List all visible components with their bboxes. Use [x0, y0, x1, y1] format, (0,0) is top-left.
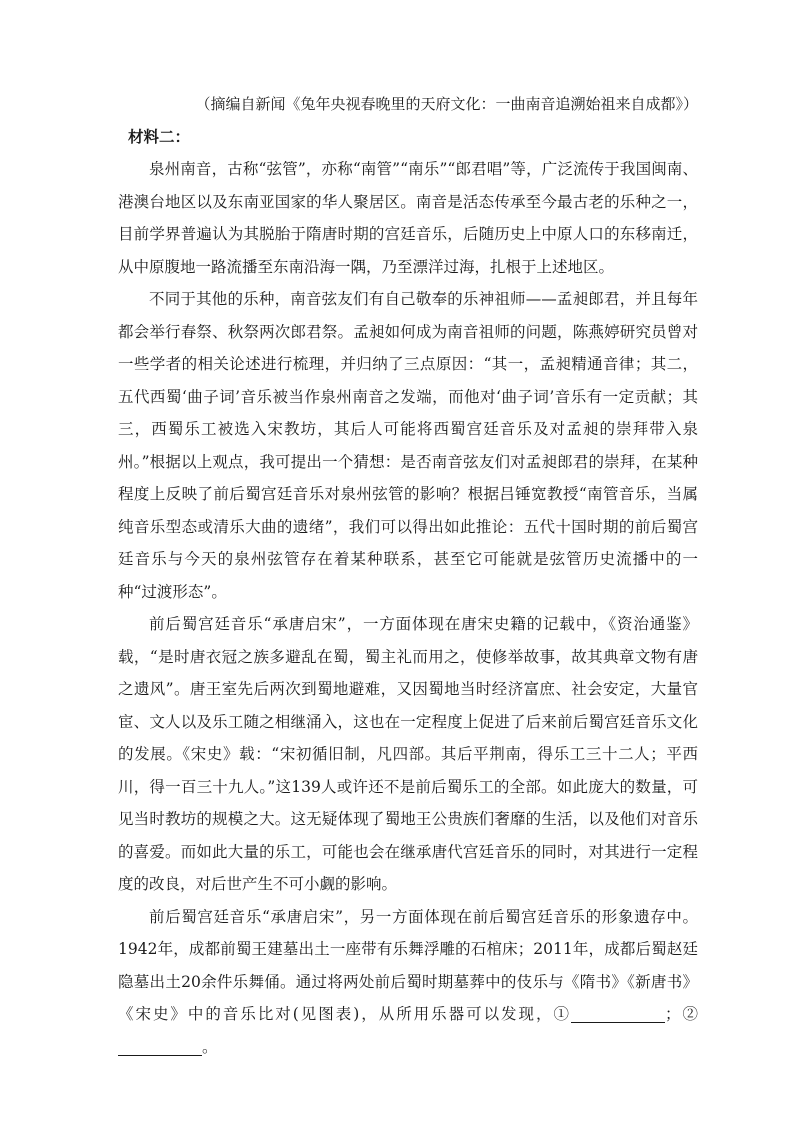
answer-blank-2-continued[interactable]: [184, 1037, 202, 1056]
section-heading: 材料二：: [128, 127, 191, 146]
paragraph-3: 前后蜀宫廷音乐“承唐启宋”，一方面体现在唐宋史籍的记载中，《资治通鉴》载，“是时唐衣冠之族多避乱在蜀，蜀主礼而用之，使修举故事，故其典章文物有唐之遗风”。唐王室先后两次到蜀地避难，又因蜀地当时经济富庶、社会安定，大量官宦、文人以及乐工随之相继涌入，这也在一定程度上促进了后来前后蜀宫廷音乐文化的发展。《宋史》载：“宋初循旧制，凡四部。其后平荆南，得乐工三十二人；平西川，得一百三十九人。”这139人或许还不是前后蜀乐工的全部。如此庞大的数量，可见当时教坊的规模之大。这无疑体现了蜀地王公贵族们奢靡的生活，以及他们对音乐的喜爱。而如此大量的乐工，可能也会在继承唐代宫廷音乐的同时，对其进行一定程度的改良，对后世产生不可小觑的影响。: [118, 615, 698, 893]
answer-blank-2[interactable]: [118, 1037, 184, 1056]
answer-blank-1[interactable]: [571, 1004, 665, 1023]
blank-marker-1: ①: [553, 1005, 571, 1023]
paragraph-4-ending: 。: [202, 1037, 218, 1056]
paragraph-4-text: 前后蜀宫廷音乐“承唐启宋”，另一方面体现在前后蜀宫廷音乐的形象遗存中。1942年，成都前蜀王建墓出土一座带有乐舞浮雕的石棺床；2011年，成都后蜀赵廷隐墓出土20余件乐舞俑。通过将两处前后蜀时期墓葬中的伎乐与《隋书》《新唐书》《宋史》中的音乐比对(见图表)，从所用乐器可以发现，: [118, 907, 698, 1023]
blank-separator: ；: [664, 1005, 681, 1023]
blank-marker-2: ②: [680, 1005, 698, 1023]
document-body: [118, 88, 698, 1063]
paragraph-4: [118, 901, 698, 1064]
paragraph-2: 不同于其他的乐种，南音弦友们有自己敬奉的乐神祖师——孟昶郎君，并且每年都会举行春祭、秋祭两次郎君祭。孟昶如何成为南音祖师的问题，陈燕婷研究员曾对一些学者的相关论述进行梳理，并归纳了三点原因：“其一，孟昶精通音律；其二，五代西蜀‘曲子词’音乐被当作泉州南音之发端，而他对‘曲子词’音乐有一定贡献；其三，西蜀乐工被选入宋教坊，其后人可能将西蜀宫廷音乐及对孟昶的崇拜带入泉州。”根据以上观点，我可提出一个猜想：是否南音弦友们对孟昶郎君的崇拜，在某种程度上反映了前后蜀宫廷音乐对泉州弦管的影响？根据吕锤宽教授“南管音乐，当属纯音乐型态或清乐大曲的遗绪”，我们可以得出如此推论：五代十国时期的前后蜀宫廷音乐与今天的泉州弦管存在着某种联系，甚至它可能就是弦管历史流播中的一种“过渡形态”。: [118, 290, 698, 601]
source-citation: （摘编自新闻《兔年央视春晚里的天府文化：一曲南音追溯始祖来自成都》）: [195, 95, 698, 113]
paragraph-1: 泉州南音，古称“弦管”，亦称“南管”“南乐”“郎君唱”等，广泛流传于我国闽南、港澳台地区以及东南亚国家的华人聚居区。南音是活态传承至今最古老的乐种之一，目前学界普遍认为其脱胎于隋唐时期的宫廷音乐，后随历史上中原人口的东移南迁，从中原腹地一路流播至东南沿海一隅，乃至漂洋过海，扎根于上述地区。: [118, 160, 698, 276]
